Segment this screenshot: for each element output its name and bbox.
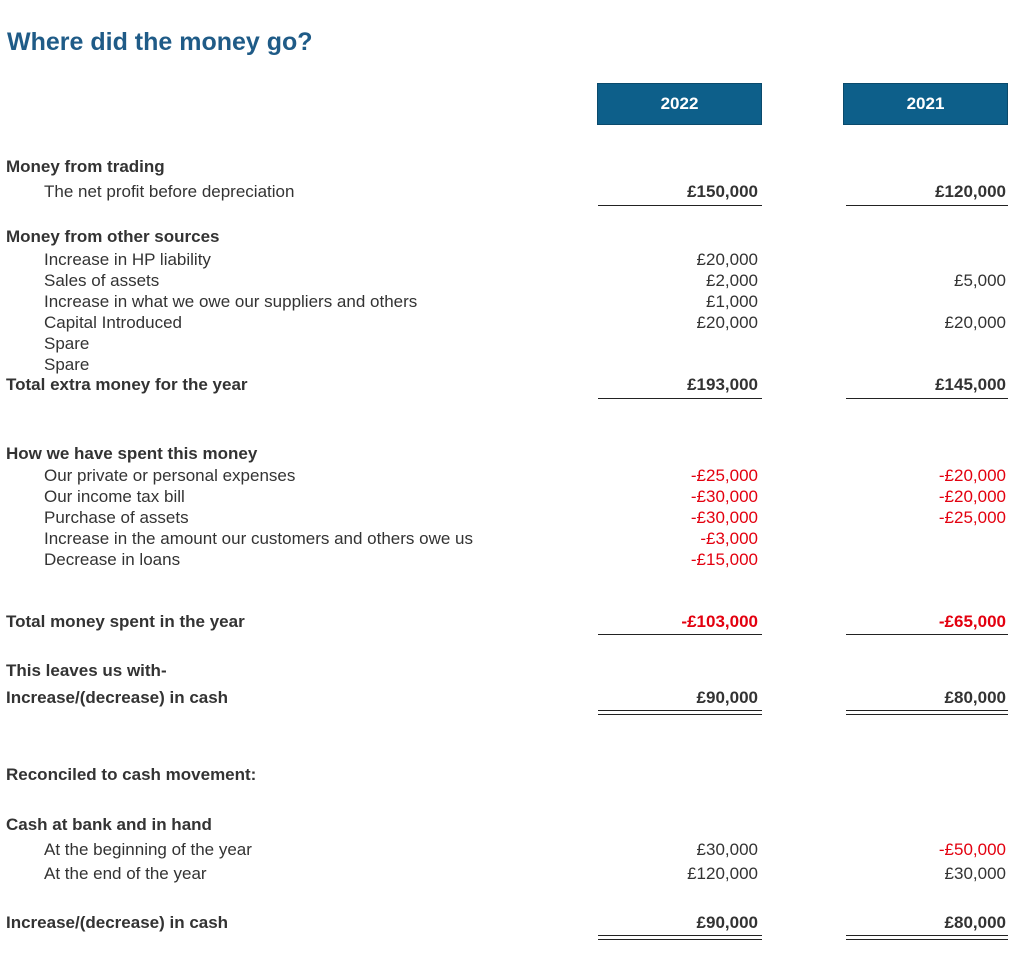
row-label: Decrease in loans xyxy=(44,550,181,569)
row-label: Total extra money for the year xyxy=(6,375,248,394)
table-row xyxy=(0,249,1024,271)
row-label: Sales of assets xyxy=(44,271,160,290)
value-2022: -£3,000 xyxy=(700,529,758,548)
row-label: Our income tax bill xyxy=(44,487,185,506)
value-2021: -£25,000 xyxy=(938,508,1006,527)
row-label: Purchase of assets xyxy=(44,508,189,527)
value-2021: £145,000 xyxy=(935,375,1006,394)
value-2022: £150,000 xyxy=(687,182,758,201)
row-label: Increase in what we owe our suppliers and others xyxy=(44,292,418,311)
column-header-2022: 2022 xyxy=(597,83,762,125)
value-2022: £193,000 xyxy=(687,375,758,394)
total-row xyxy=(0,687,1024,709)
page-title: Where did the money go? xyxy=(7,28,313,56)
row-label: Cash at bank and in hand xyxy=(6,815,212,834)
row-label: At the beginning of the year xyxy=(44,840,252,859)
value-2021: £80,000 xyxy=(944,913,1006,932)
underline xyxy=(846,205,1008,206)
value-2021: £30,000 xyxy=(944,864,1006,883)
table-row xyxy=(0,486,1024,508)
table-row xyxy=(0,528,1024,550)
underline xyxy=(598,634,762,635)
double-underline xyxy=(846,935,1008,940)
value-2022: £120,000 xyxy=(687,864,758,883)
value-2022: £90,000 xyxy=(696,688,758,707)
section-heading-spent xyxy=(0,443,1024,465)
value-2021: £120,000 xyxy=(935,182,1006,201)
value-2022: £20,000 xyxy=(696,313,758,332)
table-row xyxy=(0,465,1024,487)
underline xyxy=(846,634,1008,635)
row-label: Increase/(decrease) in cash xyxy=(6,913,229,932)
row-label: Capital Introduced xyxy=(44,313,182,332)
section-heading-trading xyxy=(0,156,1024,178)
value-2021: -£65,000 xyxy=(938,612,1006,631)
row-label: Our private or personal expenses xyxy=(44,466,296,485)
value-2021: -£20,000 xyxy=(938,487,1006,506)
row-label: This leaves us with- xyxy=(6,661,167,680)
value-2022: £30,000 xyxy=(696,840,758,859)
total-row xyxy=(0,611,1024,633)
table-row xyxy=(0,333,1024,355)
table-row xyxy=(0,312,1024,334)
underline xyxy=(846,398,1008,399)
table-row xyxy=(0,839,1024,861)
value-2021: £80,000 xyxy=(944,688,1006,707)
value-2022: -£25,000 xyxy=(690,466,758,485)
value-2022: £90,000 xyxy=(696,913,758,932)
value-2022: £1,000 xyxy=(706,292,758,311)
section-heading-other-sources xyxy=(0,226,1024,248)
row-label: Reconciled to cash movement: xyxy=(6,765,257,784)
row-label: Money from trading xyxy=(6,157,165,176)
row-label: Total money spent in the year xyxy=(6,612,245,631)
row-label: Increase/(decrease) in cash xyxy=(6,688,229,707)
row-label: Increase in HP liability xyxy=(44,250,211,269)
column-header-2021: 2021 xyxy=(843,83,1008,125)
row-label: Increase in the amount our customers and others owe us xyxy=(44,529,474,548)
double-underline xyxy=(846,710,1008,715)
double-underline xyxy=(598,710,762,715)
table-row xyxy=(0,863,1024,885)
row-label: How we have spent this money xyxy=(6,444,258,463)
value-2022: -£30,000 xyxy=(690,487,758,506)
value-2022: £2,000 xyxy=(706,271,758,290)
section-heading-result xyxy=(0,660,1024,682)
value-2022: -£103,000 xyxy=(681,612,758,631)
table-row xyxy=(0,549,1024,571)
value-2022: -£30,000 xyxy=(690,508,758,527)
total-row xyxy=(0,374,1024,396)
value-2021: £20,000 xyxy=(944,313,1006,332)
value-2021: -£50,000 xyxy=(938,840,1006,859)
section-heading-reconciliation xyxy=(0,764,1024,786)
row-label: Spare xyxy=(44,334,90,353)
underline xyxy=(598,205,762,206)
table-row xyxy=(0,507,1024,529)
table-row xyxy=(0,291,1024,313)
section-heading-cash xyxy=(0,814,1024,836)
double-underline xyxy=(598,935,762,940)
table-row xyxy=(0,270,1024,292)
table-row xyxy=(0,181,1024,203)
value-2021: £5,000 xyxy=(954,271,1006,290)
row-label: Spare xyxy=(44,355,90,374)
underline xyxy=(598,398,762,399)
row-label: Money from other sources xyxy=(6,227,220,246)
value-2022: -£15,000 xyxy=(690,550,758,569)
row-label: The net profit before depreciation xyxy=(44,182,295,201)
table-row xyxy=(0,354,1024,376)
value-2022: £20,000 xyxy=(696,250,758,269)
row-label: At the end of the year xyxy=(44,864,207,883)
value-2021: -£20,000 xyxy=(938,466,1006,485)
total-row xyxy=(0,912,1024,934)
